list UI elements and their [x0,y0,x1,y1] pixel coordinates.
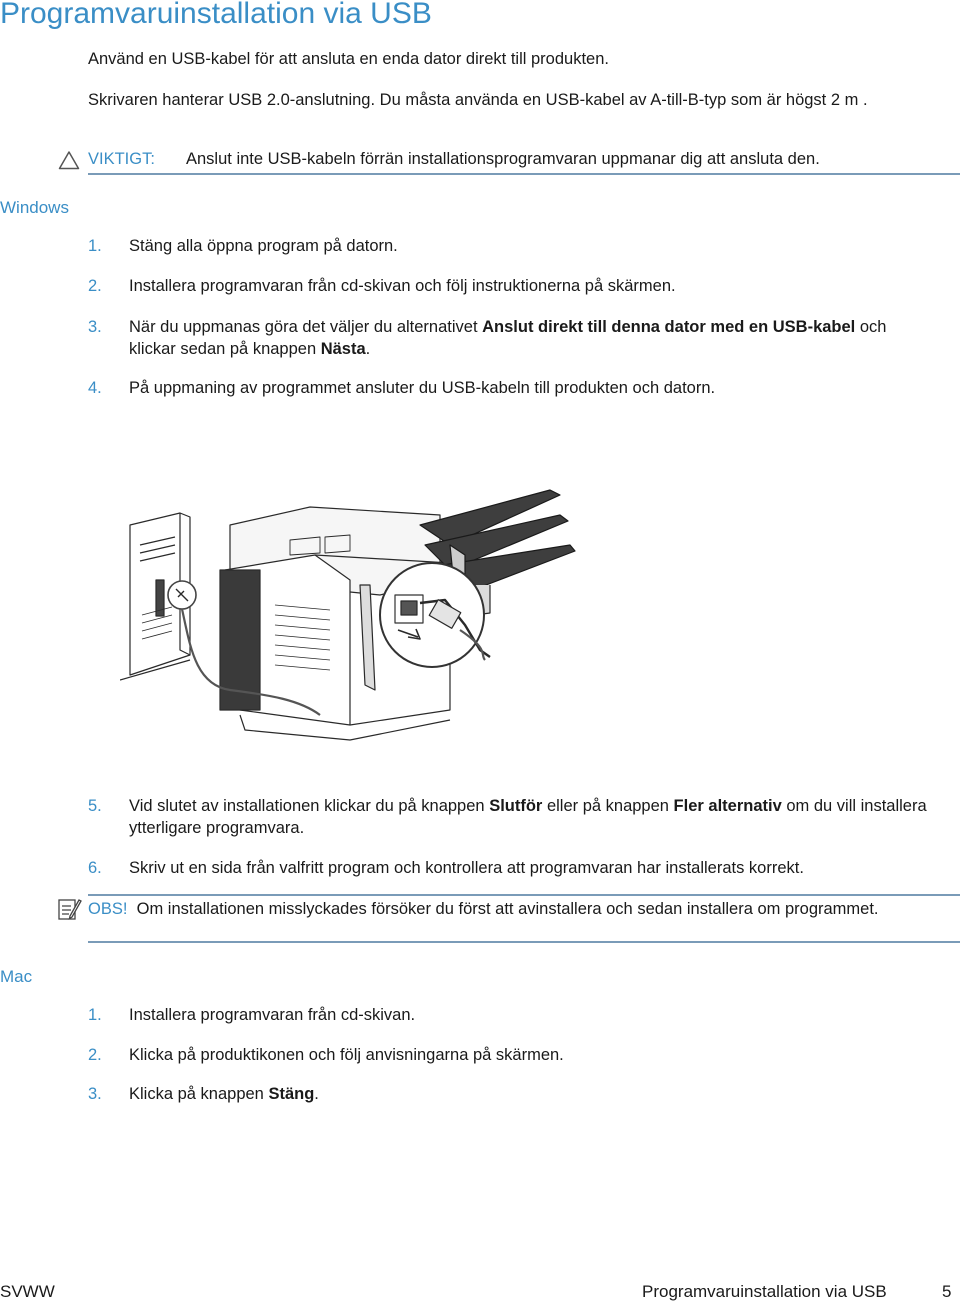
intro-paragraph-1: Använd en USB-kabel för att ansluta en enda dator direkt till produkten. [88,50,609,68]
button-name: Stäng [268,1085,315,1103]
step-number: 4. [88,379,102,397]
button-name: Fler alternativ [673,797,782,815]
step-text: Skriv ut en sida från valfritt program och kontrollera att programvaran har installerats korrekt. [129,859,804,877]
step-number: 1. [88,1006,102,1024]
button-name: Nästa [320,340,366,358]
important-text: Anslut inte USB-kabeln förrän installationsprogramvaran uppmanar dig att ansluta den. [186,150,820,168]
footer-left: SVWW [0,1282,55,1301]
list-item [88,1044,933,1066]
mac-heading: Mac [0,967,33,986]
list-item [88,857,933,879]
note-pad-icon [56,896,82,922]
warning-triangle-icon [58,150,80,170]
step-number: 1. [88,237,102,255]
step-number: 3. [88,318,102,336]
option-name: Anslut direkt till denna dator med en USB-kabel [482,318,856,336]
step-number: 6. [88,859,102,877]
list-item [88,795,933,839]
step-text: När du uppmanas göra det väljer du alternativet Anslut direkt till denna dator med en USB-kabel och klickar sedan på knappen Nästa. [129,318,887,358]
page-title: Programvaruinstallation via USB [0,0,432,30]
list-item [88,1004,933,1026]
step-text: Vid slutet av installationen klickar du på knappen Slutför eller på knappen Fler alternativ om du vill installera ytterligare programvara. [129,797,927,837]
list-item [88,316,933,360]
step-number: 5. [88,797,102,815]
button-name: Slutför [489,797,543,815]
list-item [88,1083,933,1105]
note-text: Om installationen misslyckades försöker du först att avinstallera och sedan installera om programmet. [136,900,879,918]
note-rule-top [88,894,960,896]
step-text: Klicka på knappen Stäng. [129,1085,319,1103]
step-text: Klicka på produktikonen och följ anvisningarna på skärmen. [129,1046,564,1064]
note-rule-bottom [88,941,960,943]
footer-title: Programvaruinstallation via USB [642,1282,887,1301]
important-label: VIKTIGT: [88,150,155,168]
intro-paragraph-2: Skrivaren hanterar USB 2.0-anslutning. Du måsta använda en USB-kabel av A-till-B-typ som är högst 2 m . [88,91,868,109]
usb-connection-illustration [120,485,580,785]
step-text: Stäng alla öppna program på datorn. [129,237,398,255]
windows-heading: Windows [0,198,69,217]
step-text: På uppmaning av programmet ansluter du USB-kabeln till produkten och datorn. [129,379,716,397]
list-item [88,377,933,399]
note-label: OBS! [88,900,128,918]
step-number: 3. [88,1085,102,1103]
page-number: 5 [942,1282,952,1301]
step-number: 2. [88,1046,102,1064]
step-text: Installera programvaran från cd-skivan. [129,1006,416,1024]
list-item [88,275,933,297]
step-text: Installera programvaran från cd-skivan och följ instruktionerna på skärmen. [129,277,676,295]
note-text-block [88,898,938,920]
important-rule [88,173,960,175]
list-item [88,235,933,257]
step-number: 2. [88,277,102,295]
